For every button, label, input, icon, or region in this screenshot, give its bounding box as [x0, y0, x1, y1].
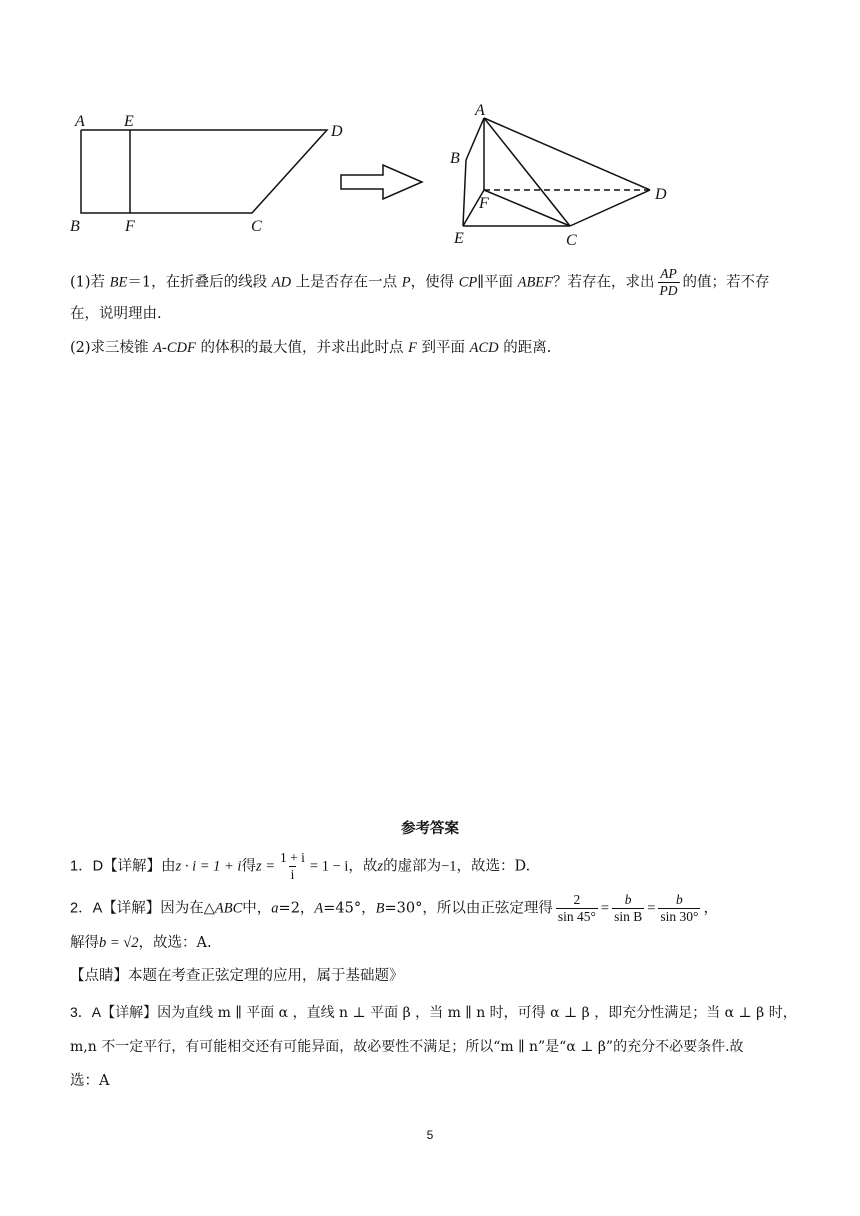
label-right-f: F	[479, 195, 489, 212]
answer-1: 1．D【详解】由z · i = 1 + i得z = $\frac{1 + i}{i}$ = 1 − i，故z的虚部为−1，故选：D.	[70, 850, 531, 882]
label-left-a: A	[75, 113, 85, 130]
folded-solid	[463, 118, 650, 226]
label-left-d: D	[331, 123, 343, 140]
transform-arrow	[341, 165, 422, 199]
fraction-2-over-sin45: $\frac{2}{\sin 45^\circ}$	[557, 892, 596, 924]
fraction-ap-pd: $\frac{AP}{PD}$	[659, 266, 678, 298]
label-right-c: C	[566, 232, 577, 249]
label-right-e: E	[454, 230, 464, 247]
planar-outline	[81, 130, 327, 213]
label-left-f: F	[125, 218, 135, 235]
answer-3-line2: m,n 不一定平行，有可能相交还有可能异面，故必要性不满足；所以“m ∥ n”是“α ⊥ β”的充分不必要条件.故	[70, 1039, 744, 1055]
answer-2-line1: 2．A【详解】因为在△ABC中，a=2，A=45°，B=30°，所以由正弦定理得 $\frac{2}{\sin 45^\circ}$ = $\frac{b}{\text{sin B}}$ = $\frac{b}{\sin 30^\circ}$ ，	[70, 892, 718, 924]
fraction-b-over-sinb: $\frac{b}{\text{sin B}}$	[614, 892, 643, 924]
answer-2-line2: 解得b = √2，故选：A.	[70, 935, 212, 951]
label-right-d: D	[655, 186, 667, 203]
question-part1-line2: 在，说明理由.	[70, 306, 162, 322]
question-part2: (2)求三棱锥 A-CDF 的体积的最大值，并求出此时点 F 到平面 ACD 的距离.	[70, 340, 552, 356]
page-number: 5	[426, 1128, 434, 1142]
label-right-b: B	[450, 150, 460, 167]
fraction-b-over-sin30: $\frac{b}{\sin 30^\circ}$	[660, 892, 699, 924]
question-part1-line1: (1)若 BE＝1，在折叠后的线段 AD 上是否存在一点 P，使得 CP∥平面 ABEF？若存在，求出 $\frac{AP}{PD}$ 的值；若不存	[70, 266, 770, 298]
label-left-e: E	[124, 113, 134, 130]
fraction-1-plus-i-over-i: $\frac{1 + i}{i}$	[280, 850, 305, 882]
answers-heading: 参考答案	[401, 820, 459, 837]
answer-2-note: 【点睛】本题在考查正弦定理的应用，属于基础题》	[70, 968, 404, 984]
answer-3-line1: 3．A【详解】因为直线 m ∥ 平面 α ，直线 n ⊥ 平面 β ，当 m ∥ n 时，可得 α ⊥ β ，即充分性满足；当 α ⊥ β 时，	[70, 1004, 797, 1021]
label-left-c: C	[251, 218, 262, 235]
planar-figure	[81, 130, 327, 213]
answer-3-line3: 选：A	[70, 1073, 110, 1089]
label-right-a: A	[475, 102, 485, 119]
folding-figure	[0, 0, 860, 260]
label-left-b: B	[70, 218, 80, 235]
